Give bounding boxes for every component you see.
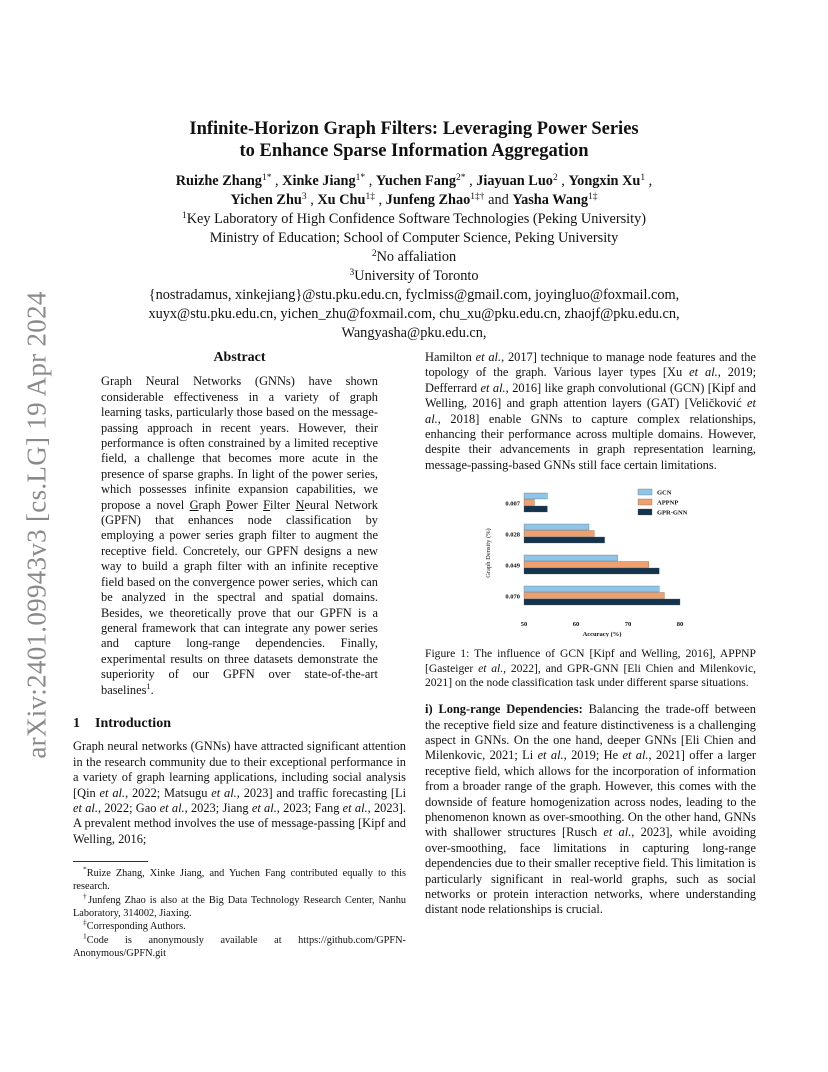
legend-label-gcn: GCN bbox=[657, 489, 672, 497]
section-heading-introduction: 1 Introduction bbox=[73, 715, 171, 731]
author-line-2: Yichen Zhu$^3$ , Xu Chu$^{1\ddagger}$ , Junfeng Zhao$^{1\ddagger\dagger}$ and Yasha Wang$^{1\ddagger}$ bbox=[230, 192, 598, 208]
arxiv-id: arXiv:2401.09943v3 [cs.LG] 19 Apr 2024 bbox=[21, 291, 52, 759]
footnote-4: $^1$Code is anonymously available at https://github.com/GPFN-Anonymous/GPFN.git bbox=[73, 931, 406, 959]
footnote-2: †Junfeng Zhao is also at the Big Data Technology Research Center, Nanhu Laboratory, 314002, Jiaxing. bbox=[73, 891, 406, 919]
figure-1-caption: Figure 1: The influence of GCN [Kipf and Welling, 2016], APPNP [Gasteiger et al., 2022], and GPR-GNN [Eli Chien and Milenkovic, 2021] on the node classification task under different sparse situations. bbox=[425, 647, 756, 689]
affiliation-2: $^2$No affaliation bbox=[371, 249, 457, 265]
author-line-1: Ruizhe Zhang$^{1*}$ , Xinke Jiang$^{1*}$ , Yuchen Fang$^{2*}$ , Jiayuan Luo$^2$ , Yongxin Xu$^1$ , bbox=[175, 173, 653, 189]
bar-appnp-0.049 bbox=[524, 562, 649, 568]
y-tick-label-0.028: 0.028 bbox=[505, 531, 520, 539]
abstract-text: Graph Neural Networks (GNNs) have shown considerable effectiveness in a variety of graph learning tasks, particularly those based on the message-passing approach in recent years. However, their performance is often constrained by a limited receptive field, a challenge that becomes more acute in the presence of sparse graphs. In light of the power series, which possesses infinite expansion capabilities, we propose a novel Graph Power Filter Neural Network (GPFN) that enhances node classification by employing a power series graph filter to augment the receptive field. Concretely, our GPFN designs a new way to build a graph filter with an infinite receptive field based on the convergence power series, which can be analyzed in the spectral and spatial domains. Besides, we theoretically prove that our GPFN is a general framework that can integrate any power series and capture long-range dependencies. Finally, experimental results on three datasets demonstrate the superiority of our GPFN over state-of-the-art baselines$^1$. bbox=[101, 374, 378, 697]
legend-swatch-gcn bbox=[638, 489, 652, 495]
legend-swatch-appnp bbox=[638, 499, 652, 505]
legend-swatch-gpr-gnn bbox=[638, 509, 652, 515]
bar-appnp-0.028 bbox=[524, 531, 594, 537]
affiliation-1b: Ministry of Education; School of Computer Science, Peking University bbox=[209, 230, 619, 246]
email-line-2: xuyx@stu.pku.edu.cn, yichen_zhu@foxmail.com, chu_xu@pku.edu.cn, zhaojf@pku.edu.cn, bbox=[148, 306, 680, 322]
email-line-1: {nostradamus, xinkejiang}@stu.pku.edu.cn, fyclmiss@gmail.com, joyingluo@foxmail.com, bbox=[148, 287, 680, 303]
paper-title: Infinite-Horizon Graph Filters: Leveraging Power Series to Enhance Sparse Information Aggregation bbox=[189, 119, 639, 161]
footnote-1: *Ruize Zhang, Xinke Jiang, and Yuchen Fang contributed equally to this research. bbox=[73, 864, 406, 892]
bar-gpr-gnn-0.028 bbox=[524, 537, 605, 543]
bar-gpr-gnn-0.070 bbox=[524, 599, 680, 605]
affiliation-3: $^3$University of Toronto bbox=[349, 268, 479, 284]
y-axis-label: Graph Density (%) bbox=[485, 528, 492, 578]
x-tick-label-70: 70 bbox=[624, 621, 632, 629]
arxiv-sidebar-stamp bbox=[22, 290, 52, 760]
bar-appnp-0.007 bbox=[524, 500, 534, 506]
bar-gpr-gnn-0.049 bbox=[524, 568, 659, 574]
y-tick-label-0.049: 0.049 bbox=[505, 562, 520, 570]
bar-chart-svg bbox=[462, 487, 722, 637]
abstract-heading: Abstract bbox=[213, 350, 266, 365]
bar-gpr-gnn-0.007 bbox=[524, 506, 547, 512]
bar-gcn-0.007 bbox=[524, 493, 547, 499]
right-paragraph-1: Hamilton et al., 2017] technique to manage node features and the topology of the graph. Various layer types [Xu et al., 2019; Defferrard et al., 2016] like graph convolutional (GCN) [Kipf and Welling, 2016] and graph attention layers (GAT) [Veličković et al., 2018] enable GNNs to capture complex relationships, enhancing their performance across multiple domains. However, despite their advancements in graph representation learning, message-passing-based GNNs still face certain limitations. bbox=[425, 350, 757, 472]
bar-gcn-0.070 bbox=[524, 586, 659, 592]
affiliation-1: $^1$Key Laboratory of High Confidence Software Technologies (Peking University) bbox=[181, 211, 647, 227]
footnote-rule bbox=[73, 861, 148, 862]
x-tick-label-60: 60 bbox=[572, 621, 580, 629]
footnote-3: ‡Corresponding Authors. bbox=[83, 917, 186, 933]
email-line-3: Wangyasha@pku.edu.cn, bbox=[341, 325, 487, 341]
y-tick-label-0.070: 0.070 bbox=[505, 593, 520, 601]
x-axis-label: Accuracy (%) bbox=[582, 631, 622, 638]
left-column bbox=[73, 350, 406, 962]
x-tick-label-80: 80 bbox=[676, 621, 684, 629]
bar-gcn-0.028 bbox=[524, 524, 589, 530]
author-block bbox=[60, 172, 768, 343]
figure-1-chart bbox=[462, 487, 722, 637]
bar-gcn-0.049 bbox=[524, 555, 618, 561]
y-tick-label-0.007: 0.007 bbox=[505, 500, 520, 508]
bar-appnp-0.070 bbox=[524, 593, 664, 599]
intro-paragraph: Graph neural networks (GNNs) have attracted significant attention in the research community due to their exceptional performance in a variety of graph learning applications, including social analysis [Qin et al., 2022; Matsugu et al., 2023] and traffic forecasting [Li et al., 2022; Gao et al., 2023; Jiang et al., 2023; Fang et al., 2023]. A prevalent method involves the use of message-passing [Kipf and Welling, 2016; bbox=[73, 739, 407, 846]
right-paragraph-2: i) Long-range Dependencies: Balancing the trade-off between the receptive field size and feature distinctiveness is a challenging aspect in GNNs. On the one hand, deeper GNNs [Eli Chien and Milenkovic, 2021; Li et al., 2019; He et al., 2021] offer a larger receptive field, which allows for the incorporation of information from a broader range of the graph. However, this comes with the downside of feature homogenization across nodes, leading to the phenomenon known as over-smoothing. On the other hand, GNNs with shallower structures [Rusch et al., 2023], while avoiding over-smoothing, face limitations in capturing long-range dependencies due to their smaller receptive field. This limitation is particularly significant in real-world graphs, such as social networks or protein interaction networks, where understanding distant node relationships is crucial. bbox=[425, 702, 757, 917]
legend-label-appnp: APPNP bbox=[657, 499, 679, 507]
right-column bbox=[425, 350, 756, 918]
x-tick-label-50: 50 bbox=[520, 621, 528, 629]
legend-label-gpr-gnn: GPR-GNN bbox=[657, 509, 688, 517]
